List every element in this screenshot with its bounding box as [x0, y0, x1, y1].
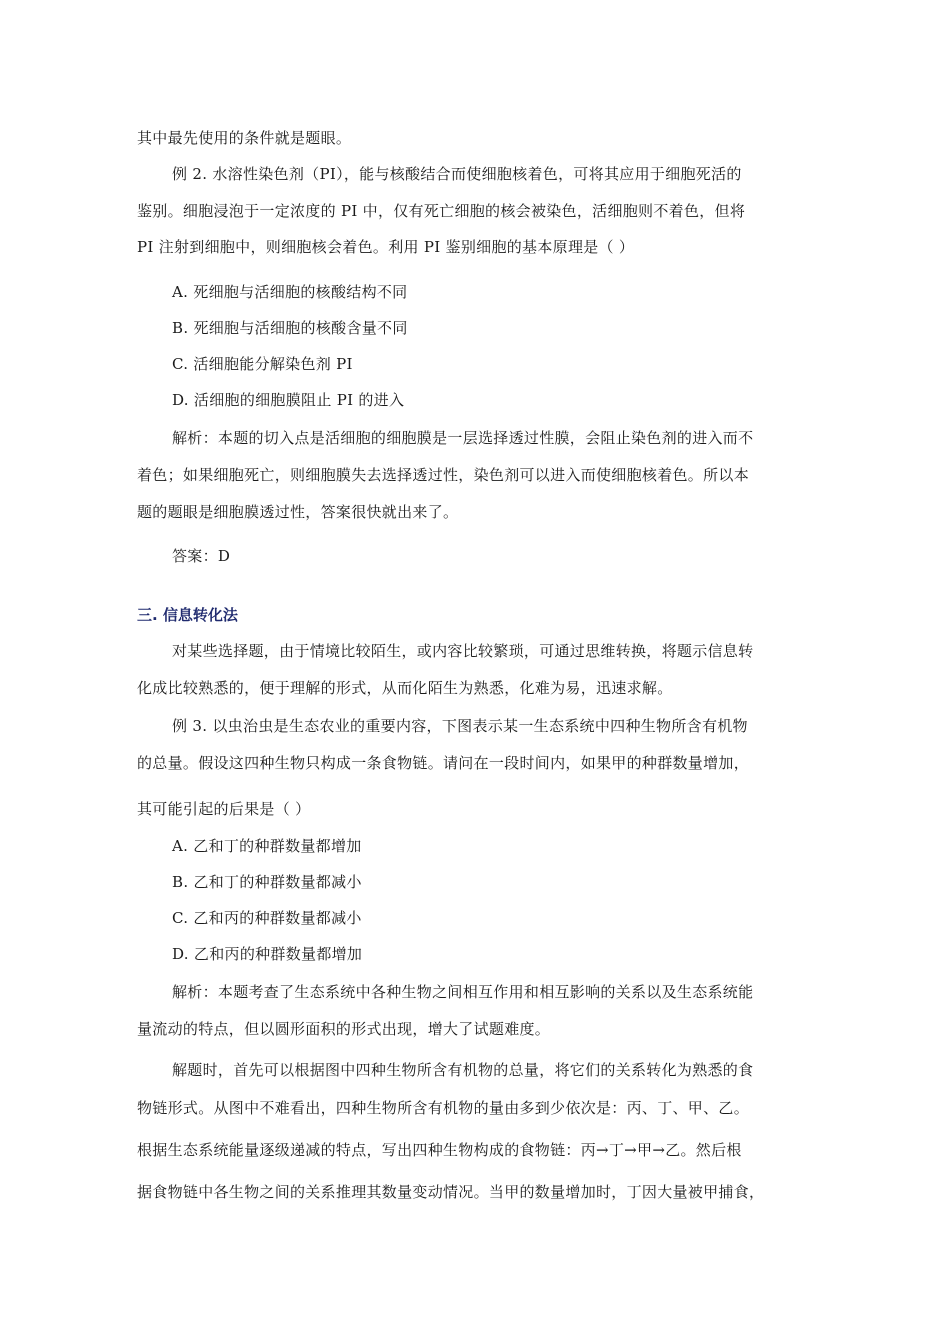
example-2-answer: 答案：D	[172, 547, 231, 565]
example-3-option-a: A. 乙和丁的种群数量都增加	[172, 837, 362, 855]
example-3-option-c: C. 乙和丙的种群数量都减小	[172, 909, 362, 927]
example-3-option-b: B. 乙和丁的种群数量都减小	[172, 873, 362, 891]
example-2-stem-line: 鉴别。细胞浸泡于一定浓度的 PI 中，仅有死亡细胞的核会被染色，活细胞则不着色，但将	[137, 202, 746, 220]
example-3-stem-line: 其可能引起的后果是（ ）	[137, 800, 311, 818]
example-2-stem-line: PI 注射到细胞中，则细胞核会着色。利用 PI 鉴别细胞的基本原理是（ ）	[137, 238, 635, 256]
example-2-analysis-line: 解析：本题的切入点是活细胞的细胞膜是一层选择透过性膜，会阻止染色剂的进入而不	[172, 429, 754, 447]
example-3-stem-line: 例 3. 以虫治虫是生态农业的重要内容，下图表示某一生态系统中四种生物所含有机物	[172, 717, 748, 735]
example-3-analysis-line: 量流动的特点，但以圆形面积的形式出现，增大了试题难度。	[137, 1020, 551, 1038]
section-intro-line: 化成比较熟悉的，便于理解的形式，从而化陌生为熟悉，化难为易，迅速求解。	[137, 679, 673, 697]
example-3-option-d: D. 乙和丙的种群数量都增加	[172, 945, 363, 963]
example-3-stem-line: 的总量。假设这四种生物只构成一条食物链。请问在一段时间内，如果甲的种群数量增加，	[137, 754, 750, 772]
section-heading: 三. 信息转化法	[137, 606, 238, 624]
example-2-option-b: B. 死细胞与活细胞的核酸含量不同	[172, 319, 408, 337]
example-2-option-c: C. 活细胞能分解染色剂 PI	[172, 355, 353, 373]
example-3-analysis-line: 解析：本题考查了生态系统中各种生物之间相互作用和相互影响的关系以及生态系统能	[172, 983, 754, 1001]
example-3-solution-line: 物链形式。从图中不难看出，四种生物所含有机物的量由多到少依次是：丙、丁、甲、乙。	[137, 1099, 750, 1117]
example-2-analysis-line: 题的题眼是细胞膜透过性，答案很快就出来了。	[137, 503, 459, 521]
example-3-solution-line: 据食物链中各生物之间的关系推理其数量变动情况。当甲的数量增加时，丁因大量被甲捕食，	[137, 1183, 765, 1201]
example-2-stem-line: 例 2. 水溶性染色剂（PI），能与核酸结合而使细胞核着色，可将其应用于细胞死活的	[172, 165, 742, 183]
intro-line: 其中最先使用的条件就是题眼。	[137, 129, 352, 147]
section-intro-line: 对某些选择题，由于情境比较陌生，或内容比较繁琐，可通过思维转换，将题示信息转	[172, 642, 754, 660]
example-2-option-a: A. 死细胞与活细胞的核酸结构不同	[172, 283, 408, 301]
example-3-solution-line: 根据生态系统能量逐级递减的特点，写出四种生物构成的食物链：丙→丁→甲→乙。然后根	[137, 1141, 742, 1159]
example-3-solution-line: 解题时，首先可以根据图中四种生物所含有机物的总量，将它们的关系转化为熟悉的食	[172, 1061, 754, 1079]
example-2-analysis-line: 着色；如果细胞死亡，则细胞膜失去选择透过性，染色剂可以进入而使细胞核着色。所以本	[137, 466, 750, 484]
example-2-option-d: D. 活细胞的细胞膜阻止 PI 的进入	[172, 391, 405, 409]
